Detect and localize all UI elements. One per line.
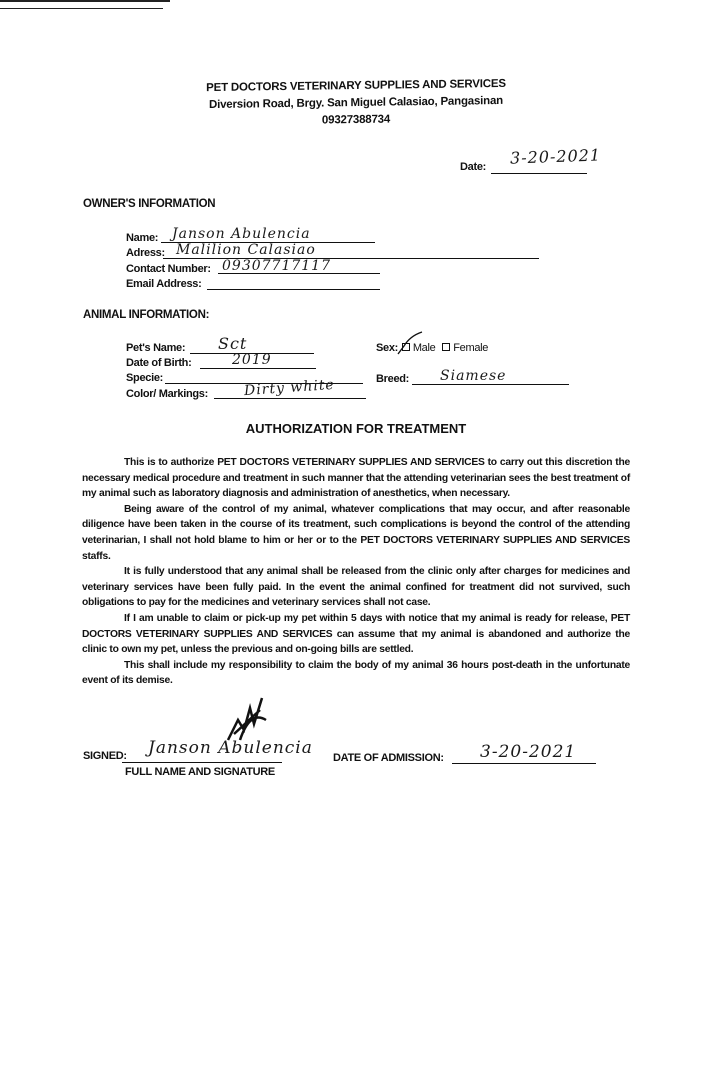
admission-date-line	[452, 763, 596, 764]
authorization-body	[82, 455, 630, 689]
scan-edge-line	[0, 8, 163, 9]
admission-date-label: DATE OF ADMISSION:	[333, 752, 444, 764]
specie-label: Specie:	[126, 372, 164, 384]
owner-address-label: Adress:	[126, 247, 165, 259]
dob-line	[200, 368, 316, 369]
owner-section-title: OWNER'S INFORMATION	[83, 198, 216, 210]
breed-value[interactable]: Siamese	[440, 368, 507, 384]
authorization-paragraph: This shall include my responsibility to claim the body of my animal 36 hours post-death in the unfortunate event of its demise.	[82, 659, 630, 687]
authorization-title: AUTHORIZATION FOR TREATMENT	[245, 421, 467, 436]
owner-address-value[interactable]: Malilion Calasiao	[176, 242, 316, 258]
female-option-label: Female	[453, 342, 489, 354]
signed-label: SIGNED:	[83, 750, 127, 762]
markings-line	[214, 398, 366, 399]
signature-line	[122, 762, 282, 763]
owner-email-line	[207, 289, 380, 290]
pet-name-label: Pet's Name:	[126, 342, 186, 354]
clinic-address: Diversion Road, Brgy. San Miguel Calasiao, Pangasinan	[208, 94, 503, 112]
date-label: Date:	[460, 161, 487, 173]
markings-value[interactable]: Dirty white	[243, 376, 336, 400]
owner-contact-value[interactable]: 09307717117	[222, 258, 331, 274]
dob-label: Date of Birth:	[126, 357, 192, 369]
owner-name-label: Name:	[126, 232, 159, 244]
breed-label: Breed:	[376, 373, 410, 385]
owner-address-line	[163, 258, 539, 259]
authorization-paragraph: This is to authorize PET DOCTORS VETERINARY SUPPLIES AND SERVICES to carry out this discretion the necessary medical procedure and treatment in such manner that the attending veterinarian sees the best treatment of my animal such as laboratory diagnosis and administration of anesthetics, when necessary.	[82, 457, 630, 500]
clinic-name: PET DOCTORS VETERINARY SUPPLIES AND SERVICES	[206, 77, 506, 95]
signature-value[interactable]: Janson Abulencia	[148, 738, 313, 758]
owner-email-label: Email Address:	[126, 278, 202, 290]
markings-label: Color/ Markings:	[126, 388, 208, 400]
dob-value[interactable]: 2019	[232, 352, 272, 368]
clinic-phone: 09327388734	[321, 113, 391, 127]
owner-contact-label: Contact Number:	[126, 263, 211, 275]
authorization-paragraph: Being aware of the control of my animal, whatever complications that may occur, and after reasonable diligence have been taken in the course of its treatment, such complications is beyond the control of the attending veterinarian, I shall not hold blame to him or her or to the PET DOCTORS VETERINARY SUPPLIES AND SERVICES staffs.	[82, 503, 630, 562]
female-checkbox[interactable]	[442, 343, 450, 351]
owner-name-value[interactable]: Janson Abulencia	[172, 226, 311, 242]
male-option-label: Male	[412, 342, 436, 354]
sex-field	[376, 342, 488, 354]
date-value[interactable]: 3-20-2021	[509, 145, 602, 168]
male-check-mark	[396, 330, 426, 360]
pet-name-value[interactable]: Sct	[218, 334, 248, 353]
date-line	[491, 173, 587, 174]
letterhead	[0, 78, 712, 129]
admission-date-value[interactable]: 3-20-2021	[480, 742, 577, 762]
sex-label: Sex:	[376, 342, 399, 354]
authorization-paragraph: It is fully understood that any animal shall be released from the clinic only after charges for medicines and veterinary services have been fully paid. In the event the animal confined for treatment did not survived, such obligations to pay for the medicines and veterinary services shall not case.	[82, 566, 630, 609]
authorization-paragraph: If I am unable to claim or pick-up my pet within 5 days with notice that my animal is ready for release, PET DOCTORS VETERINARY SUPPLIES AND SERVICES can assume that my animal is abandoned and authorize the clinic to own my pet, unless the previous and on-going bills are settled.	[82, 612, 630, 656]
scan-edge-line	[0, 0, 170, 2]
signature-caption: FULL NAME AND SIGNATURE	[125, 766, 275, 778]
breed-line	[412, 384, 569, 385]
animal-section-title: ANIMAL INFORMATION:	[83, 309, 210, 321]
